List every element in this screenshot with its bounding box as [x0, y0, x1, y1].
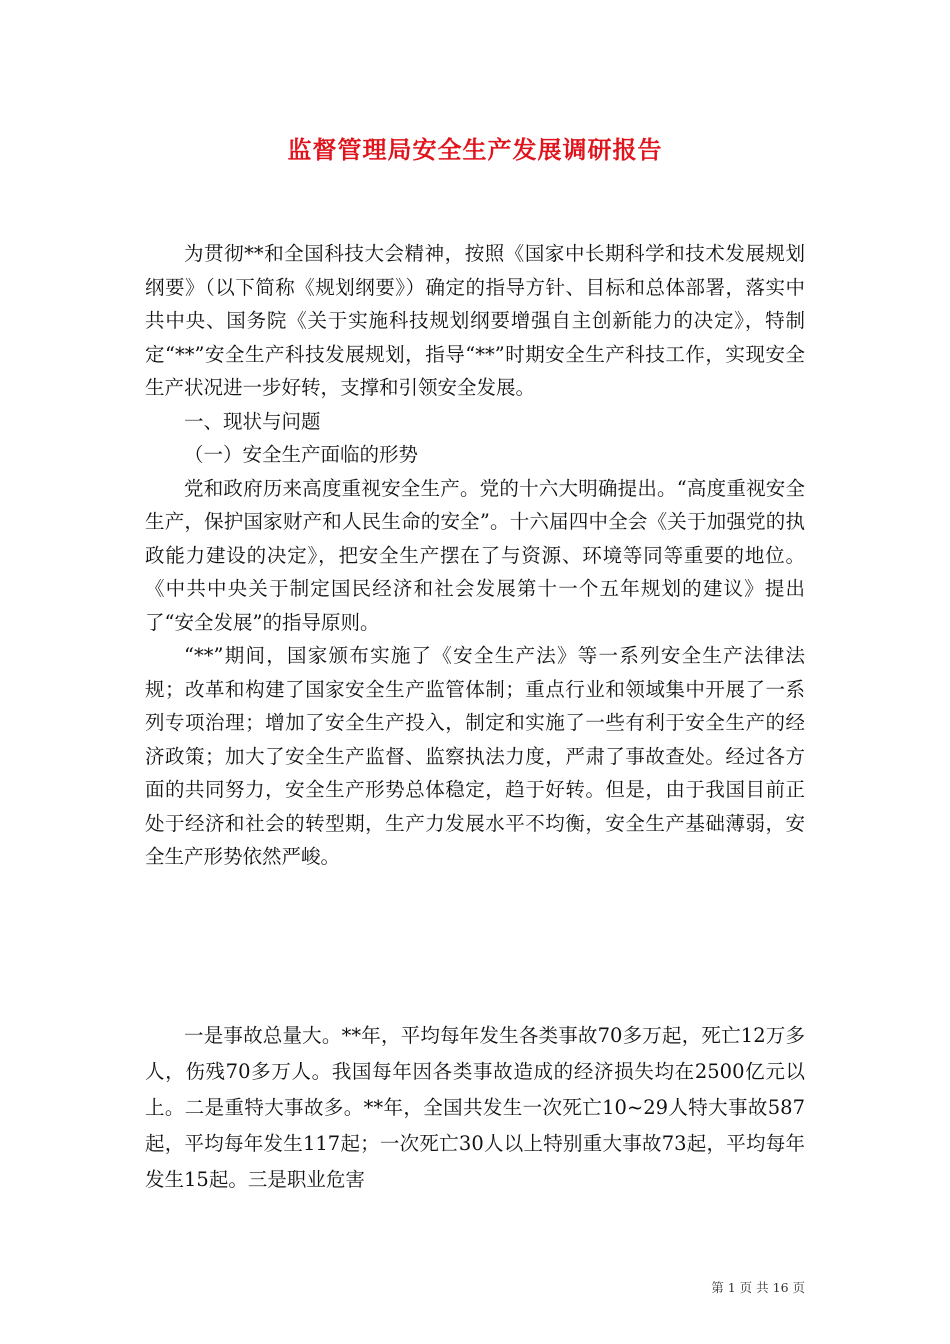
subsection-heading: （一）安全生产面临的形势 [184, 443, 419, 466]
document-body-upper [145, 237, 805, 874]
body-paragraph: “**”期间，国家颁布实施了《安全生产法》等一系列安全生产法律法规；改革和构建了国家安全生产监管体制；重点行业和领域集中开展了一系列专项治理；增加了安全生产投入，制定和实施了一些有利于安全生产的经济政策；加大了安全生产监督、监察执法力度，严肃了事故查处。经过各方面的共同努力，安全生产形势总体稳定，趋于好转。但是，由于我国目前正处于经济和社会的转型期，生产力发展水平不均衡，安全生产基础薄弱，安全生产形势依然严峻。 [145, 644, 805, 868]
document-title: 监督管理局安全生产发展调研报告 [287, 135, 663, 164]
page-number: 第 1 页 共 16 页 [711, 1280, 805, 1295]
body-paragraph: 党和政府历来高度重视安全生产。党的十六大明确提出。“高度重视安全生产，保护国家财产和人民生命的安全”。十六届四中全会《关于加强党的执政能力建设的决定》，把安全生产摆在了与资源、环境等同等重要的地位。《中共中央关于制定国民经济和社会发展第十一个五年规划的建议》提出了“安全发展”的指导原则。 [145, 476, 805, 634]
document-body-lower [145, 1018, 805, 1198]
body-paragraph: 一是事故总量大。**年，平均每年发生各类事故70多万起，死亡12万多人，伤残70多万人。我国每年因各类事故造成的经济损失均在2500亿元以上。二是重特大事故多。**年，全国共发生一次死亡10~29人特大事故587起，平均每年发生117起；一次死亡30人以上特别重大事故73起，平均每年发生15起。三是职业危害 [145, 1024, 805, 1191]
intro-paragraph: 为贯彻**和全国科技大会精神，按照《国家中长期科学和技术发展规划纲要》（以下简称《规划纲要》）确定的指导方针、目标和总体部署，落实中共中央、国务院《关于实施科技规划纲要增强自主创新能力的决定》，特制定“**”安全生产科技发展规划，指导“**”时期安全生产科技工作，实现安全生产状况进一步好转，支撑和引领安全发展。 [145, 242, 805, 399]
section-heading: 一、现状与问题 [184, 409, 321, 433]
